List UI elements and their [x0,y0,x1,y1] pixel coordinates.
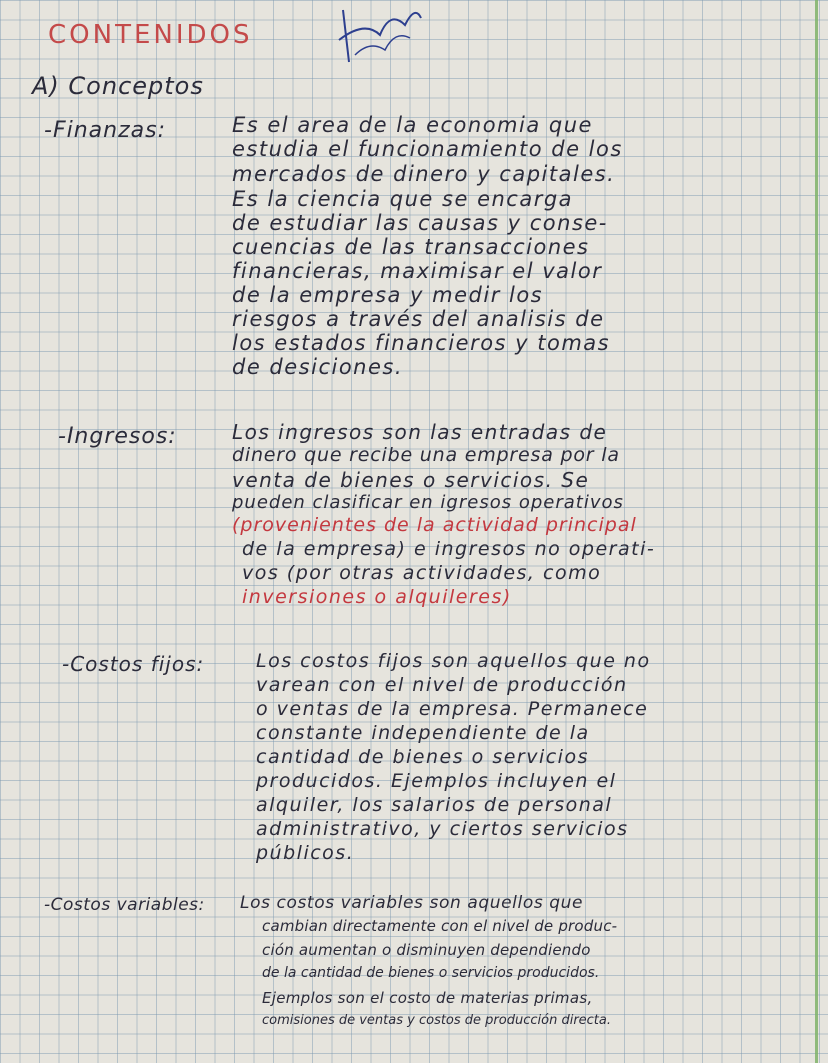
term-costos-variables: -Costos variables: [44,895,205,915]
definition-line: de desiciones. [232,355,404,379]
definition-line: o ventas de la empresa. Permanece [256,698,649,720]
definition-line: alquiler, los salarios de personal [256,794,613,816]
term-costos-fijos: -Costos fijos: [62,652,205,676]
definition-line: ción aumentan o disminuyen dependiendo [262,941,591,959]
definition-line: varean con el nivel de producción [256,674,628,696]
scribble-mark [335,0,425,70]
definition-line-red: (provenientes de la actividad principal [232,514,637,536]
term-finanzas: -Finanzas: [44,118,166,143]
definition-line: Los ingresos son las entradas de [232,420,608,444]
definition-line: dinero que recibe una empresa por la [232,444,620,466]
definition-line: riesgos a través del analisis de [232,307,605,331]
term-ingresos: -Ingresos: [58,424,177,449]
definition-line: financieras, maximisar el valor [232,259,603,283]
definition-line: de la empresa y medir los [232,283,544,307]
definition-line: públicos. [256,842,355,864]
definition-line: administrativo, y ciertos servicios [256,818,629,840]
definition-line: de estudiar las causas y conse- [232,211,608,235]
definition-line: cambian directamente con el nivel de produc- [262,917,618,935]
definition-line: Los costos fijos son aquellos que no [256,650,651,672]
definition-line-mixed: vos (por otras actividades, como [242,562,602,584]
definition-line: de la cantidad de bienes o servicios producidos. [262,965,600,981]
definition-line: Ejemplos son el costo de materias primas, [262,989,593,1007]
page-heading: CONTENIDOS [48,20,253,50]
section-title: A) Conceptos [32,72,204,100]
page-margin-line [815,0,818,1063]
definition-line: cantidad de bienes o servicios [256,746,589,768]
definition-line: Es el area de la economia que [232,113,593,137]
definition-line-red: inversiones o alquileres) [242,586,512,608]
definition-line: comisiones de ventas y costos de producción directa. [262,1013,612,1028]
definition-line-mixed [242,538,655,560]
definition-line: pueden clasificar en igresos operativos [232,492,624,513]
definition-line: cuencias de las transacciones [232,235,590,259]
definition-line: mercados de dinero y capitales. [232,162,616,186]
definition-line: Es la ciencia que se encarga [232,187,574,211]
definition-line: los estados financieros y tomas [232,331,611,355]
definition-text: de la empresa) e ingresos no operati- [242,538,656,560]
definition-line: Los costos variables son aquellos que [240,893,584,913]
definition-line: venta de bienes o servicios. Se [232,468,590,492]
definition-line: producidos. Ejemplos incluyen el [256,770,617,792]
definition-line: estudia el funcionamiento de los [232,137,623,161]
definition-line: constante independiente de la [256,722,590,744]
